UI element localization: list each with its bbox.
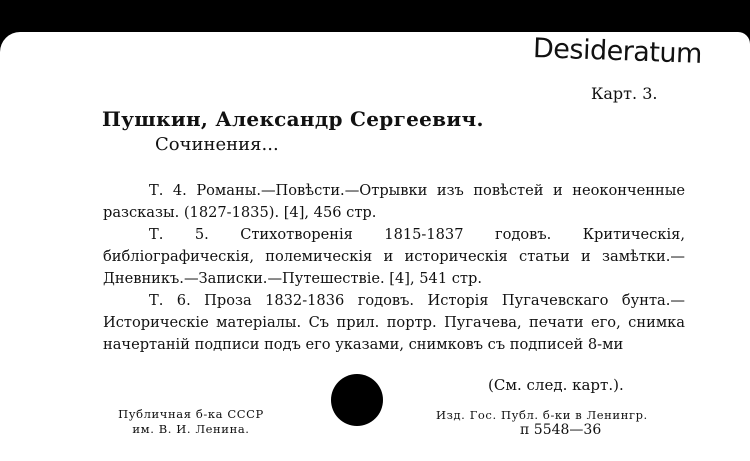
work-title: Сочинения... xyxy=(155,134,279,155)
publisher-imprint: Изд. Гос. Публ. б-ки в Ленингр. xyxy=(436,408,648,422)
library-stamp xyxy=(102,407,280,437)
card-number: Карт. 3. xyxy=(591,84,658,103)
volume-entry: Т. 4. Романы.—Повѣсти.—Отрывки изъ повѣстей и неоконченные разсказы. (1827-1835). [4], 456 стр. xyxy=(103,182,685,221)
punch-hole xyxy=(331,374,383,426)
library-dedication: им. В. И. Ленина. xyxy=(132,422,250,436)
catalog-card xyxy=(0,32,750,461)
author-heading: Пушкин, Александр Сергеевич. xyxy=(102,107,484,131)
volume-entry: Т. 6. Проза 1832-1836 годовъ. Исторія Пугачевскаго бунта.—Историческіе матеріалы. Съ прил. портр. Пугачева, печати его, снимка начертаній подписи подъ его указами, снимковъ съ подписей 8-ми xyxy=(103,292,685,353)
catalog-number: п 5548—36 xyxy=(520,422,602,438)
see-next-card: (См. след. карт.). xyxy=(488,376,624,394)
volume-list xyxy=(103,180,685,356)
volume-entry: Т. 5. Стихотворенія 1815-1837 годовъ. Критическія, библіографическія, полемическія и историческія статьи и замѣтки.—Дневникъ.—Записки.—Путешествіе. [4], 541 стр. xyxy=(103,226,685,287)
handwritten-annotation: Desideratum xyxy=(532,33,703,70)
library-name: Публичная б-ка СССР xyxy=(118,407,264,421)
